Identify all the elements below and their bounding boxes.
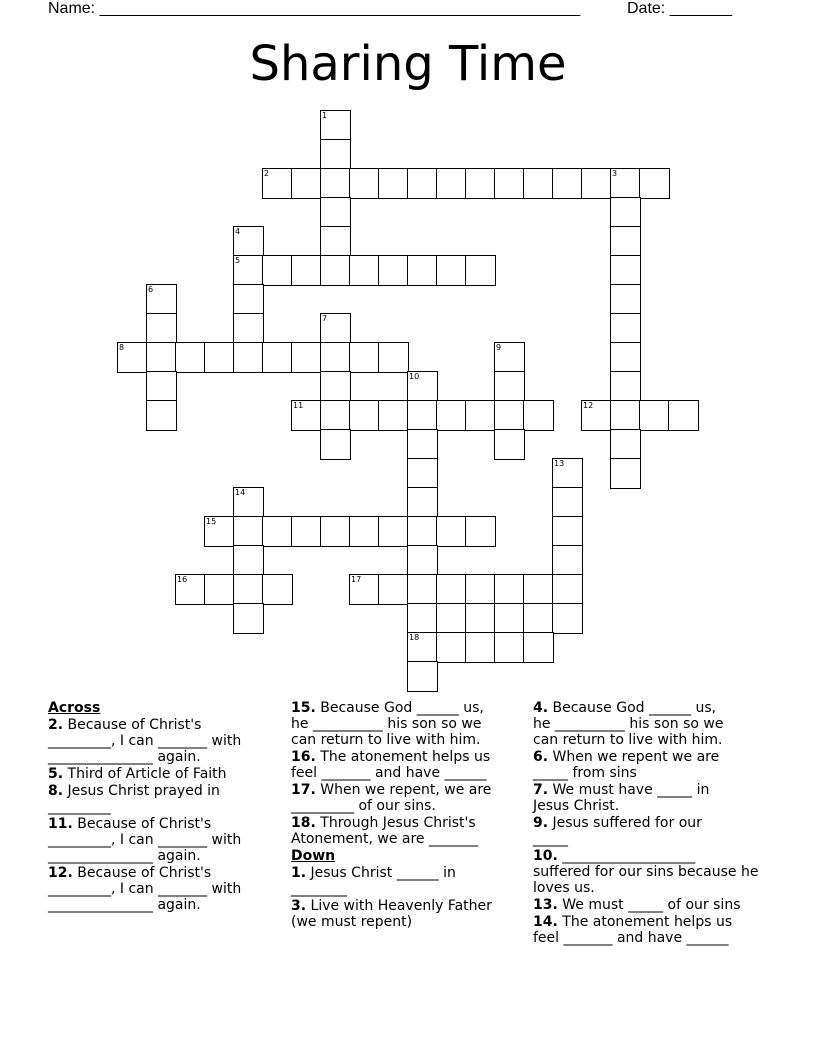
- crossword-cell[interactable]: [320, 110, 351, 141]
- clue-across-15: 15. Because God ______ us, he __________ his son so we can return to live with him.: [291, 700, 484, 748]
- crossword-cell[interactable]: [117, 342, 148, 373]
- crossword-cell[interactable]: [494, 574, 525, 605]
- crossword-cell[interactable]: [465, 400, 496, 431]
- clue-number: 5: [235, 256, 241, 265]
- crossword-cell[interactable]: [175, 342, 206, 373]
- clue-number: 17: [351, 575, 362, 584]
- clue-across-17: 17. When we repent, we are _________ of our sins.: [291, 782, 492, 814]
- crossword-cell[interactable]: [146, 313, 177, 344]
- crossword-cell[interactable]: [407, 516, 438, 547]
- crossword-cell[interactable]: [407, 487, 438, 518]
- crossword-cell[interactable]: [378, 574, 409, 605]
- crossword-cell[interactable]: [233, 516, 264, 547]
- clue-across-11: 11. Because of Christ's _________, I can _______ with _______________ again.: [48, 816, 242, 864]
- clue-number: 16: [177, 575, 188, 584]
- crossword-cell[interactable]: [204, 516, 235, 547]
- crossword-cell[interactable]: [610, 197, 641, 228]
- crossword-cell[interactable]: [465, 603, 496, 634]
- crossword-cell[interactable]: [610, 400, 641, 431]
- clue-number: 9: [496, 343, 502, 352]
- crossword-cell[interactable]: [407, 168, 438, 199]
- clue-down-4: 4. Because God ______ us, he __________ his son so we can return to live with him.: [533, 700, 724, 748]
- crossword-cell[interactable]: [465, 255, 496, 286]
- crossword-cell[interactable]: [407, 574, 438, 605]
- across-heading: Across: [48, 700, 101, 716]
- crossword-cell[interactable]: [494, 371, 525, 402]
- crossword-cell[interactable]: [610, 284, 641, 315]
- clue-across-2: 2. Because of Christ's _________, I can _______ with _______________ again.: [48, 717, 242, 765]
- crossword-cell[interactable]: [494, 168, 525, 199]
- crossword-cell[interactable]: [320, 139, 351, 170]
- clue-down-14: 14. The atonement helps us feel _______ and have ______: [533, 914, 733, 946]
- crossword-cell[interactable]: [349, 342, 380, 373]
- crossword-cell[interactable]: [465, 516, 496, 547]
- crossword-cell[interactable]: [465, 632, 496, 663]
- crossword-cell[interactable]: [407, 371, 438, 402]
- crossword-cell[interactable]: [349, 574, 380, 605]
- clue-across-16: 16. The atonement helps us feel _______ and have ______: [291, 749, 491, 781]
- clue-down-13: 13. We must _____ of our sins: [533, 897, 741, 913]
- clues-column-2: [291, 700, 517, 931]
- crossword-cell[interactable]: [610, 168, 641, 199]
- crossword-cell[interactable]: [523, 400, 554, 431]
- crossword-cell[interactable]: [407, 255, 438, 286]
- crossword-cell[interactable]: [407, 400, 438, 431]
- crossword-cell[interactable]: [233, 603, 264, 634]
- crossword-cell[interactable]: [552, 458, 583, 489]
- clue-number: 10: [409, 372, 420, 381]
- clue-number: 2: [264, 169, 270, 178]
- crossword-cell[interactable]: [581, 168, 612, 199]
- crossword-cell[interactable]: [436, 574, 467, 605]
- crossword-cell[interactable]: [146, 342, 177, 373]
- crossword-cell[interactable]: [436, 516, 467, 547]
- clue-down-6: 6. When we repent we are _____ from sins: [533, 749, 720, 781]
- clue-number: 4: [235, 227, 241, 236]
- crossword-cell[interactable]: [494, 400, 525, 431]
- crossword-cell[interactable]: [494, 342, 525, 373]
- crossword-cell[interactable]: [291, 168, 322, 199]
- clues-column-1: [48, 700, 274, 914]
- clue-number: 7: [322, 314, 328, 323]
- crossword-cell[interactable]: [349, 400, 380, 431]
- crossword-cell[interactable]: [552, 545, 583, 576]
- down-heading: Down: [291, 848, 336, 864]
- clue-down-3: 3. Live with Heavenly Father (we must repent): [291, 898, 492, 930]
- clue-number: 6: [148, 285, 154, 294]
- crossword-cell[interactable]: [581, 400, 612, 431]
- crossword-cell[interactable]: [407, 603, 438, 634]
- crossword-cell[interactable]: [494, 429, 525, 460]
- crossword-cell[interactable]: [407, 458, 438, 489]
- crossword-cell[interactable]: [320, 255, 351, 286]
- crossword-cell[interactable]: [494, 603, 525, 634]
- crossword-cell[interactable]: [378, 342, 409, 373]
- crossword-cell[interactable]: [262, 255, 293, 286]
- clue-number: 12: [583, 401, 594, 410]
- crossword-cell[interactable]: [146, 284, 177, 315]
- crossword-cell[interactable]: [320, 342, 351, 373]
- crossword-cell[interactable]: [610, 458, 641, 489]
- crossword-cell[interactable]: [610, 429, 641, 460]
- crossword-cell[interactable]: [523, 632, 554, 663]
- crossword-cell[interactable]: [436, 168, 467, 199]
- crossword-cell[interactable]: [610, 313, 641, 344]
- crossword-cell[interactable]: [639, 168, 670, 199]
- crossword-cell[interactable]: [291, 255, 322, 286]
- clue-across-18: 18. Through Jesus Christ's Atonement, we are _______: [291, 815, 478, 847]
- clue-down-7: 7. We must have _____ in Jesus Christ.: [533, 782, 710, 814]
- crossword-cell[interactable]: [523, 603, 554, 634]
- crossword-cell[interactable]: [407, 632, 438, 663]
- crossword-cell[interactable]: [233, 342, 264, 373]
- crossword-cell[interactable]: [233, 284, 264, 315]
- crossword-cell[interactable]: [262, 516, 293, 547]
- clue-number: 15: [206, 517, 217, 526]
- crossword-cell[interactable]: [610, 226, 641, 257]
- clue-number: 1: [322, 111, 328, 120]
- crossword-cell[interactable]: [349, 168, 380, 199]
- clue-down-1: 1. Jesus Christ ______ in ________: [291, 865, 456, 897]
- crossword-cell[interactable]: [204, 574, 235, 605]
- crossword-cell[interactable]: [320, 400, 351, 431]
- clue-number: 8: [119, 343, 125, 352]
- crossword-cell[interactable]: [291, 400, 322, 431]
- crossword-cell[interactable]: [320, 197, 351, 228]
- crossword-cell[interactable]: [378, 516, 409, 547]
- crossword-cell[interactable]: [639, 400, 670, 431]
- crossword-cell[interactable]: [610, 342, 641, 373]
- crossword-cell[interactable]: [233, 574, 264, 605]
- date-field-label: Date: _______: [627, 0, 732, 17]
- crossword-cell[interactable]: [233, 226, 264, 257]
- crossword-cell[interactable]: [320, 516, 351, 547]
- page-title: Sharing Time: [249, 36, 567, 92]
- name-field-label: Name: ______________________________________________________: [48, 0, 581, 17]
- crossword-cell[interactable]: [320, 168, 351, 199]
- crossword-cell[interactable]: [233, 255, 264, 286]
- crossword-cell[interactable]: [291, 342, 322, 373]
- crossword-cell[interactable]: [465, 574, 496, 605]
- crossword-cell[interactable]: [320, 371, 351, 402]
- crossword-cell[interactable]: [320, 313, 351, 344]
- crossword-cell[interactable]: [320, 226, 351, 257]
- crossword-cell[interactable]: [204, 342, 235, 373]
- clue-across-12: 12. Because of Christ's _________, I can _______ with _______________ again.: [48, 865, 242, 913]
- crossword-cell[interactable]: [349, 255, 380, 286]
- crossword-cell[interactable]: [233, 545, 264, 576]
- crossword-cell[interactable]: [494, 632, 525, 663]
- crossword-cell[interactable]: [407, 661, 438, 692]
- clue-number: 3: [612, 169, 618, 178]
- clue-down-10: 10. ___________________ suffered for our sins because he loves us.: [533, 848, 759, 896]
- crossword-cell[interactable]: [552, 487, 583, 518]
- crossword-cell[interactable]: [436, 400, 467, 431]
- crossword-cell[interactable]: [523, 574, 554, 605]
- clue-number: 14: [235, 488, 246, 497]
- crossword-cell[interactable]: [552, 516, 583, 547]
- crossword-cell[interactable]: [407, 429, 438, 460]
- clue-number: 18: [409, 633, 420, 642]
- crossword-cell[interactable]: [436, 632, 467, 663]
- crossword-cell[interactable]: [523, 168, 554, 199]
- crossword-cell[interactable]: [552, 574, 583, 605]
- clue-across-8: 8. Jesus Christ prayed in _________: [48, 783, 220, 815]
- crossword-cell[interactable]: [436, 603, 467, 634]
- crossword-cell[interactable]: [291, 516, 322, 547]
- crossword-cell[interactable]: [175, 574, 206, 605]
- crossword-cell[interactable]: [146, 400, 177, 431]
- crossword-cell[interactable]: [262, 342, 293, 373]
- crossword-cell[interactable]: [407, 545, 438, 576]
- crossword-cell[interactable]: [552, 168, 583, 199]
- crossword-cell[interactable]: [610, 255, 641, 286]
- crossword-cell[interactable]: [233, 313, 264, 344]
- crossword-cell[interactable]: [436, 255, 467, 286]
- crossword-cell[interactable]: [378, 255, 409, 286]
- clue-across-5: 5. Third of Article of Faith: [48, 766, 227, 782]
- crossword-cell[interactable]: [349, 516, 380, 547]
- crossword-cell[interactable]: [262, 574, 293, 605]
- crossword-cell[interactable]: [233, 487, 264, 518]
- clue-down-9: 9. Jesus suffered for our _____: [533, 815, 702, 847]
- crossword-cell[interactable]: [146, 371, 177, 402]
- crossword-cell[interactable]: [378, 168, 409, 199]
- crossword-cell[interactable]: [610, 371, 641, 402]
- crossword-cell[interactable]: [320, 429, 351, 460]
- crossword-cell[interactable]: [668, 400, 699, 431]
- crossword-cell[interactable]: [378, 400, 409, 431]
- crossword-cell[interactable]: [465, 168, 496, 199]
- clue-number: 11: [293, 401, 304, 410]
- crossword-cell[interactable]: [552, 603, 583, 634]
- clues-column-3: [533, 700, 773, 947]
- clue-number: 13: [554, 459, 565, 468]
- crossword-cell[interactable]: [262, 168, 293, 199]
